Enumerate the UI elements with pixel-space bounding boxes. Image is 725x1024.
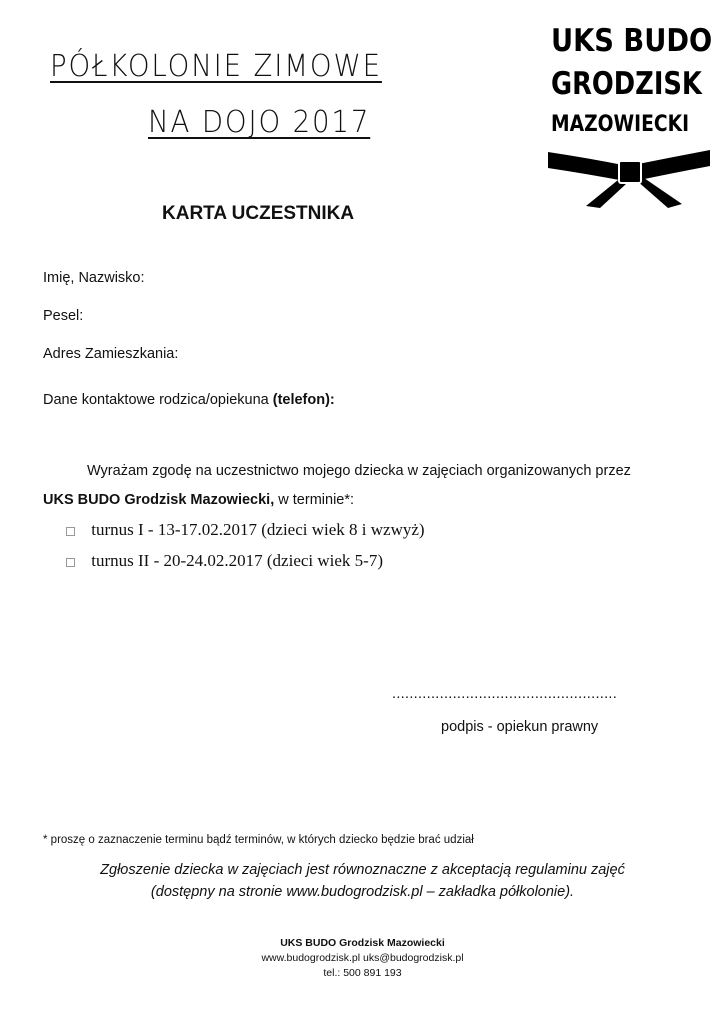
notice-line-2: (dostępny na stronie www.budogrodzisk.pl – zakładka półkolonie). bbox=[150, 884, 575, 900]
consent-org: UKS BUDO Grodzisk Mazowiecki, bbox=[43, 492, 275, 508]
title-line-2: NA DOJO 2017 bbox=[148, 105, 371, 140]
logo-line-3: MAZOWIECKI bbox=[551, 112, 690, 137]
footer-org: UKS BUDO Grodzisk Mazowiecki bbox=[280, 937, 445, 949]
form-heading: KARTA UCZESTNIKA bbox=[162, 203, 355, 224]
logo-line-2: GRODZISK bbox=[551, 66, 702, 102]
term-label: turnus I - 13-17.02.2017 (dzieci wiek 8 i wzwyż) bbox=[91, 520, 425, 539]
checkbox-icon[interactable] bbox=[66, 558, 75, 567]
footnote: * proszę o zaznaczenie terminu bądź terminów, w których dziecko będzie brać udział bbox=[43, 834, 474, 846]
club-logo bbox=[548, 23, 718, 216]
title-line-1: PÓŁKOLONIE ZIMOWE bbox=[50, 49, 382, 84]
signature-line: .................................................... bbox=[392, 686, 618, 702]
field-contact-text: Dane kontaktowe rodzica/opiekuna bbox=[43, 392, 269, 408]
footer-phone: tel.: 500 891 193 bbox=[323, 967, 402, 979]
logo-line-1: UKS BUDO bbox=[551, 23, 713, 59]
black-belt-icon bbox=[548, 144, 713, 212]
checkbox-icon[interactable] bbox=[66, 527, 75, 536]
term-option[interactable] bbox=[66, 520, 425, 540]
consent-tail: w terminie*: bbox=[274, 492, 355, 508]
consent-line-2 bbox=[43, 492, 354, 508]
signature-label: podpis - opiekun prawny bbox=[441, 719, 599, 735]
consent-line-1: Wyrażam zgodę na uczestnictwo mojego dziecka w zajęciach organizowanych przez bbox=[87, 463, 631, 479]
field-contact-bold: (telefon): bbox=[272, 392, 335, 408]
field-address-label: Adres Zamieszkania: bbox=[43, 346, 179, 362]
term-option[interactable] bbox=[66, 551, 383, 571]
field-pesel-label: Pesel: bbox=[43, 308, 84, 324]
notice-line-1: Zgłoszenie dziecka w zajęciach jest równoznaczne z akceptacją regulaminu zajęć bbox=[100, 862, 625, 878]
footer-contact: www.budogrodzisk.pl uks@budogrodzisk.pl bbox=[261, 952, 464, 964]
term-label: turnus II - 20-24.02.2017 (dzieci wiek 5-7) bbox=[91, 551, 384, 570]
field-name-label: Imię, Nazwisko: bbox=[43, 270, 145, 286]
field-contact-label bbox=[43, 392, 335, 408]
